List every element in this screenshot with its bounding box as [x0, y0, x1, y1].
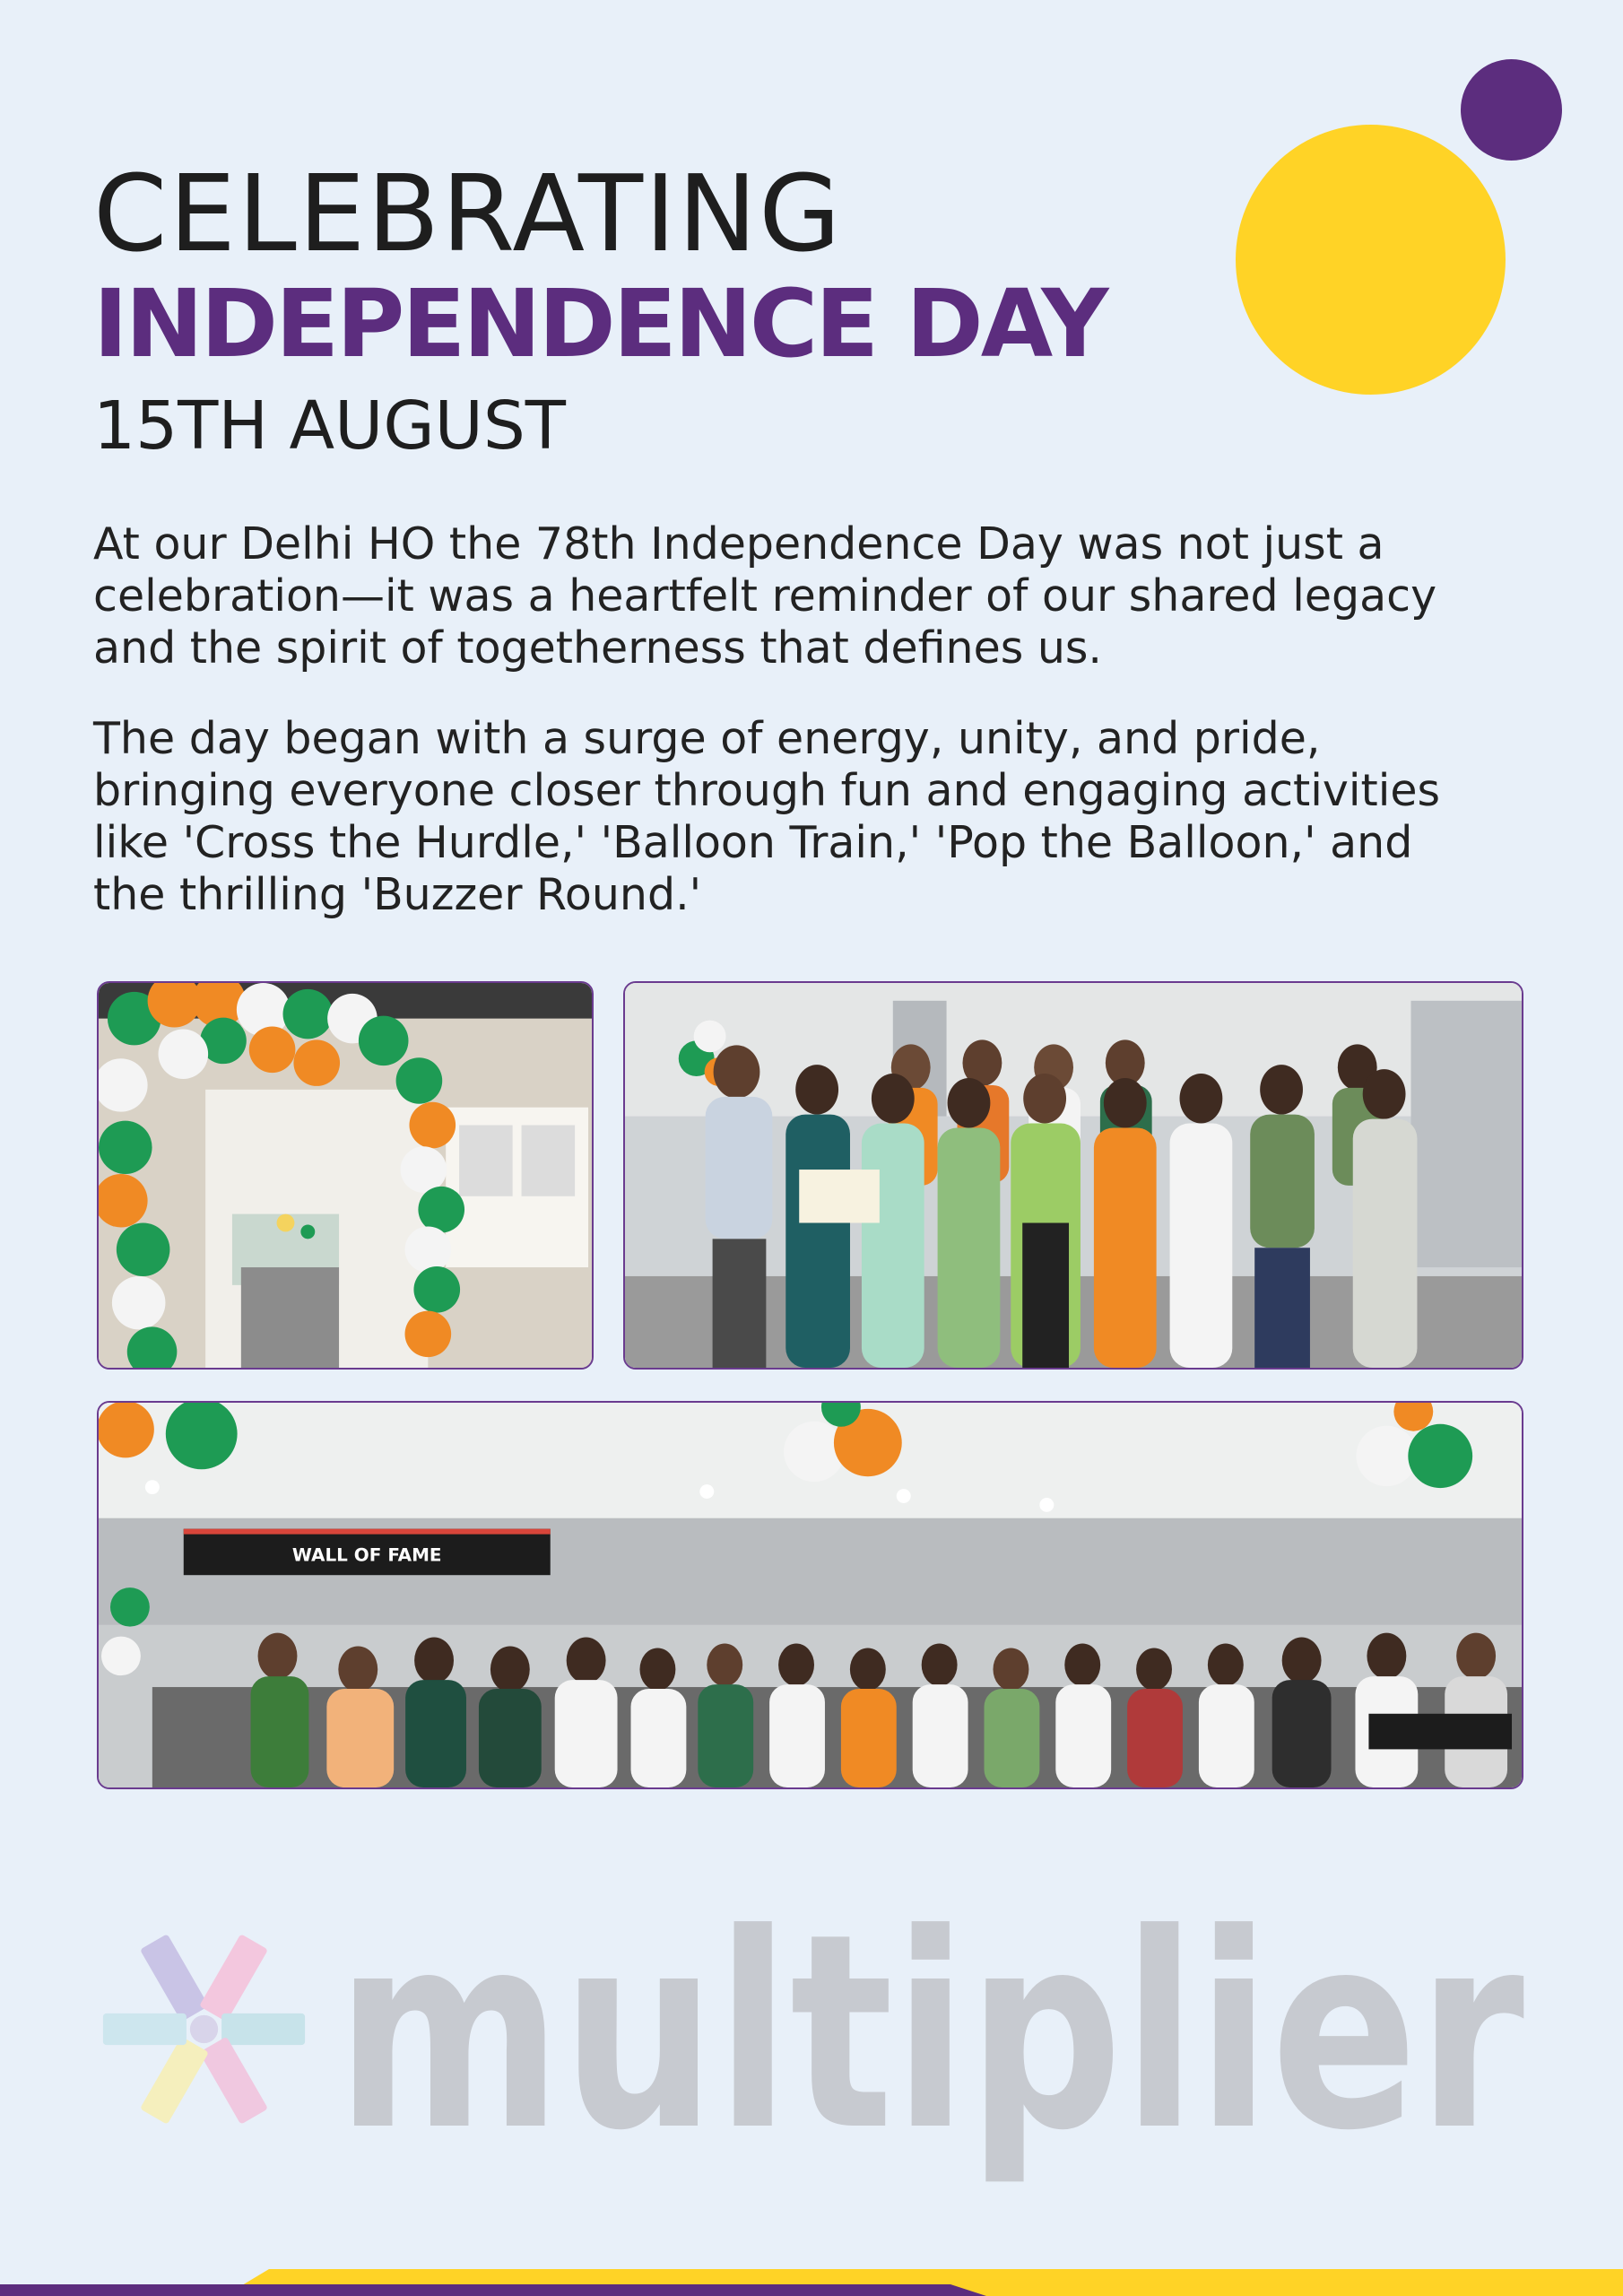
balloon-arch-illustration: [99, 983, 592, 1368]
activities-paragraph: The day began with a surge of energy, unity, and pride, bringing everyone closer through fun and engaging activities like 'Cross the Hurdle,' 'Balloon Train,' 'Pop the Balloon,' and the thrilling 'Buzzer Round.': [93, 713, 1440, 920]
multiplier-logo-mark-icon: [99, 1924, 309, 2135]
multiplier-wordmark: [336, 1888, 1529, 2184]
decorative-yellow-circle: [1236, 125, 1506, 395]
footer-band: [0, 2260, 1623, 2296]
team-group-illustration: [625, 983, 1522, 1368]
decorative-purple-circle: [1461, 59, 1562, 161]
intro-paragraph: At our Delhi HO the 78th Independence Day was not just a celebration—it was a heartfelt reminder of our shared legacy and the spirit of togetherness that defines us.: [93, 518, 1437, 674]
heading-independence-day: INDEPENDENCE DAY: [93, 269, 1107, 378]
multiplier-logo: [99, 1888, 1533, 2184]
multiplier-wordmark-text: multiplier: [336, 1888, 1526, 2184]
office-celebration-illustration: [99, 1403, 1522, 1787]
heading-date: 15TH AUGUST: [93, 387, 566, 465]
photo-office-celebration: [97, 1401, 1523, 1789]
photo-balloon-arch: [97, 981, 594, 1370]
heading-celebrating: CELEBRATING: [93, 152, 843, 275]
photo-team-group: [623, 981, 1523, 1370]
wall-of-fame-sign: WALL OF FAME: [291, 1544, 442, 1566]
